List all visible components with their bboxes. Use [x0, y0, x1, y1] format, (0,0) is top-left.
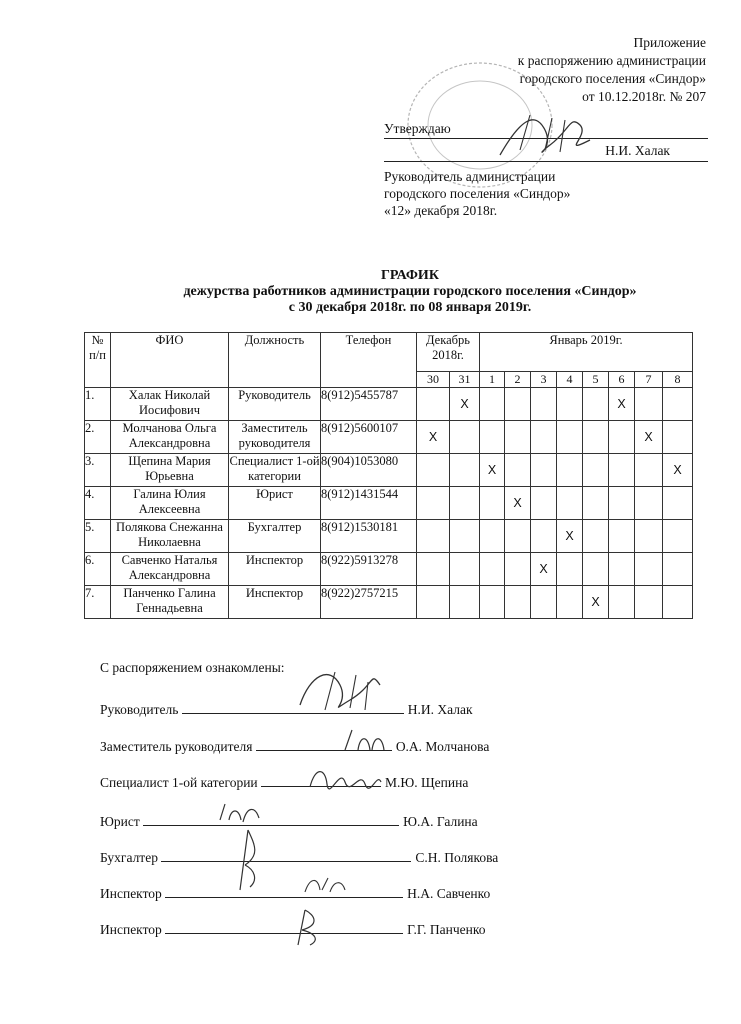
- duty-mark: [505, 553, 531, 586]
- duty-mark: [417, 454, 450, 487]
- duty-schedule-table: [84, 332, 693, 619]
- duty-mark: [417, 586, 450, 619]
- duty-mark: X: [583, 586, 609, 619]
- cell-name: Панченко Галина Геннадьевна: [111, 586, 229, 619]
- duty-mark: X: [635, 421, 663, 454]
- cell-name: Молчанова Ольга Александровна: [111, 421, 229, 454]
- duty-mark: X: [531, 553, 557, 586]
- cell-num: 1.: [85, 388, 111, 421]
- acknowledgement-title: С распоряжением ознакомлены:: [100, 660, 285, 675]
- duty-mark: X: [557, 520, 583, 553]
- duty-mark: [450, 454, 480, 487]
- duty-mark: [505, 454, 531, 487]
- cell-position: Заместитель руководителя: [229, 421, 321, 454]
- duty-mark: [480, 487, 505, 520]
- duty-mark: [583, 454, 609, 487]
- day-header-6: 5: [583, 372, 609, 388]
- signature-blank: [165, 884, 403, 898]
- duty-mark: [635, 487, 663, 520]
- duty-mark: [505, 421, 531, 454]
- duty-mark: [480, 586, 505, 619]
- cell-num: 7.: [85, 586, 111, 619]
- title-line-3: с 30 декабря 2018г. по 08 января 2019г.: [288, 300, 532, 315]
- cell-num: 6.: [85, 553, 111, 586]
- duty-mark: X: [609, 388, 635, 421]
- duty-mark: [609, 421, 635, 454]
- signature-name: М.Ю. Щепина: [385, 775, 469, 790]
- duty-mark: [609, 487, 635, 520]
- cell-position: Инспектор: [229, 586, 321, 619]
- approval-line-2: городского поселения «Синдор»: [384, 186, 571, 201]
- duty-mark: [663, 586, 693, 619]
- header-phone: Телефон: [321, 333, 417, 388]
- cell-name: Савченко Наталья Александровна: [111, 553, 229, 586]
- duty-mark: [480, 421, 505, 454]
- signature-blank: [161, 848, 411, 862]
- duty-mark: [557, 586, 583, 619]
- duty-mark: [557, 553, 583, 586]
- cell-name: Полякова Снежанна Николаевна: [111, 520, 229, 553]
- duty-mark: [450, 520, 480, 553]
- approval-line-3: «12» декабря 2018г.: [384, 203, 498, 218]
- duty-mark: [635, 388, 663, 421]
- duty-mark: [557, 454, 583, 487]
- duty-mark: [557, 388, 583, 421]
- day-header-7: 6: [609, 372, 635, 388]
- duty-mark: [450, 586, 480, 619]
- duty-mark: [531, 388, 557, 421]
- table-row: [85, 454, 693, 487]
- duty-mark: [583, 388, 609, 421]
- table-row: [85, 553, 693, 586]
- signature-deputy: [340, 725, 390, 755]
- signature-line: [100, 812, 478, 830]
- table-header-row: [85, 333, 693, 372]
- appendix-line-1: Приложение: [633, 35, 706, 50]
- duty-mark: [663, 421, 693, 454]
- duty-mark: [417, 553, 450, 586]
- signature-blank: [143, 812, 399, 826]
- day-header-2: 1: [480, 372, 505, 388]
- duty-mark: [531, 454, 557, 487]
- duty-mark: [635, 520, 663, 553]
- duty-mark: [663, 388, 693, 421]
- signature-specialist: [305, 762, 385, 792]
- header-january: Январь 2019г.: [480, 333, 693, 372]
- duty-mark: [450, 487, 480, 520]
- signature-name: О.А. Молчанова: [395, 739, 490, 754]
- cell-position: Руководитель: [229, 388, 321, 421]
- signature-name: Н.А. Савченко: [407, 886, 491, 901]
- duty-mark: [663, 487, 693, 520]
- cell-phone: 8(912)1530181: [321, 520, 417, 553]
- signature-role: Бухгалтер: [100, 850, 158, 865]
- cell-phone: 8(922)2757215: [321, 586, 417, 619]
- table-row: [85, 388, 693, 421]
- approval-line-1: Руководитель администрации: [384, 169, 556, 184]
- title-line-2: дежурства работников администрации городского поселения «Синдор»: [183, 284, 637, 299]
- day-header-5: 4: [557, 372, 583, 388]
- duty-mark: [417, 520, 450, 553]
- duty-mark: [583, 421, 609, 454]
- signature-name: Г.Г. Панченко: [407, 922, 486, 937]
- duty-mark: [609, 586, 635, 619]
- signature-role: Юрист: [100, 814, 140, 829]
- approval-signature: [490, 100, 600, 170]
- duty-mark: [635, 454, 663, 487]
- signature-line: [100, 848, 498, 866]
- duty-mark: [480, 520, 505, 553]
- table-row: [85, 421, 693, 454]
- duty-mark: X: [450, 388, 480, 421]
- duty-mark: [663, 520, 693, 553]
- duty-mark: [609, 520, 635, 553]
- appendix-block: [420, 34, 706, 106]
- cell-name: Галина Юлия Алексеевна: [111, 487, 229, 520]
- cell-phone: 8(912)5600107: [321, 421, 417, 454]
- duty-mark: [505, 388, 531, 421]
- cell-name: Халак Николай Иосифович: [111, 388, 229, 421]
- cell-phone: 8(922)5913278: [321, 553, 417, 586]
- signature-blank: [165, 920, 403, 934]
- signature-line: [100, 773, 468, 791]
- signature-role: Инспектор: [100, 886, 162, 901]
- cell-num: 4.: [85, 487, 111, 520]
- appendix-line-4: от 10.12.2018г. № 207: [582, 89, 706, 104]
- table-row: [85, 520, 693, 553]
- cell-phone: 8(904)1053080: [321, 454, 417, 487]
- cell-num: 3.: [85, 454, 111, 487]
- duty-mark: [505, 586, 531, 619]
- signature-inspector-2: [290, 905, 330, 950]
- cell-phone: 8(912)5455787: [321, 388, 417, 421]
- cell-name: Щепина Мария Юрьевна: [111, 454, 229, 487]
- duty-mark: [531, 586, 557, 619]
- duty-mark: [583, 487, 609, 520]
- duty-mark: [417, 487, 450, 520]
- signature-role: Специалист 1-ой категории: [100, 775, 258, 790]
- duty-mark: [583, 520, 609, 553]
- header-december: Декабрь 2018г.: [417, 333, 480, 372]
- day-header-3: 2: [505, 372, 531, 388]
- signature-line: [100, 737, 489, 755]
- title-line-1: ГРАФИК: [381, 268, 439, 283]
- duty-mark: [663, 553, 693, 586]
- day-header-0: 30: [417, 372, 450, 388]
- signature-line: [100, 700, 473, 718]
- day-header-9: 8: [663, 372, 693, 388]
- duty-mark: [609, 454, 635, 487]
- approval-label: Утверждаю: [384, 120, 708, 139]
- header-num: № п/п: [85, 333, 111, 388]
- duty-mark: [531, 520, 557, 553]
- duty-mark: [480, 388, 505, 421]
- duty-mark: [609, 553, 635, 586]
- header-position: Должность: [229, 333, 321, 388]
- signature-role: Руководитель: [100, 702, 179, 717]
- day-header-4: 3: [531, 372, 557, 388]
- appendix-line-3: городского поселения «Синдор»: [519, 71, 706, 86]
- signature-lawyer: [215, 800, 265, 825]
- duty-mark: X: [480, 454, 505, 487]
- duty-mark: X: [663, 454, 693, 487]
- signature-role: Инспектор: [100, 922, 162, 937]
- signature-role: Заместитель руководителя: [100, 739, 253, 754]
- duty-mark: [450, 553, 480, 586]
- day-header-8: 7: [635, 372, 663, 388]
- signature-head: [290, 660, 390, 720]
- duty-mark: [557, 421, 583, 454]
- signature-name: С.Н. Полякова: [415, 850, 499, 865]
- cell-phone: 8(912)1431544: [321, 487, 417, 520]
- duty-mark: X: [417, 421, 450, 454]
- duty-mark: [505, 520, 531, 553]
- signature-inspector-1: [300, 872, 350, 897]
- duty-mark: [557, 487, 583, 520]
- cell-position: Юрист: [229, 487, 321, 520]
- duty-mark: [480, 553, 505, 586]
- signature-name: Н.И. Халак: [407, 702, 473, 717]
- signature-accountant: [230, 825, 270, 895]
- cell-num: 5.: [85, 520, 111, 553]
- duty-mark: [531, 487, 557, 520]
- duty-mark: [450, 421, 480, 454]
- duty-mark: [417, 388, 450, 421]
- duty-mark: [635, 586, 663, 619]
- signature-line: [100, 884, 490, 902]
- cell-num: 2.: [85, 421, 111, 454]
- signature-name: Ю.А. Галина: [403, 814, 478, 829]
- cell-position: Специалист 1-ой категории: [229, 454, 321, 487]
- duty-mark: [583, 553, 609, 586]
- table-row: [85, 487, 693, 520]
- cell-position: Инспектор: [229, 553, 321, 586]
- approval-signer: Н.И. Халак: [384, 141, 708, 162]
- header-name: ФИО: [111, 333, 229, 388]
- appendix-line-2: к распоряжению администрации: [517, 53, 706, 68]
- cell-position: Бухгалтер: [229, 520, 321, 553]
- day-header-1: 31: [450, 372, 480, 388]
- duty-mark: [635, 553, 663, 586]
- duty-mark: X: [505, 487, 531, 520]
- document-title: [60, 268, 741, 316]
- table-row: [85, 586, 693, 619]
- duty-mark: [531, 421, 557, 454]
